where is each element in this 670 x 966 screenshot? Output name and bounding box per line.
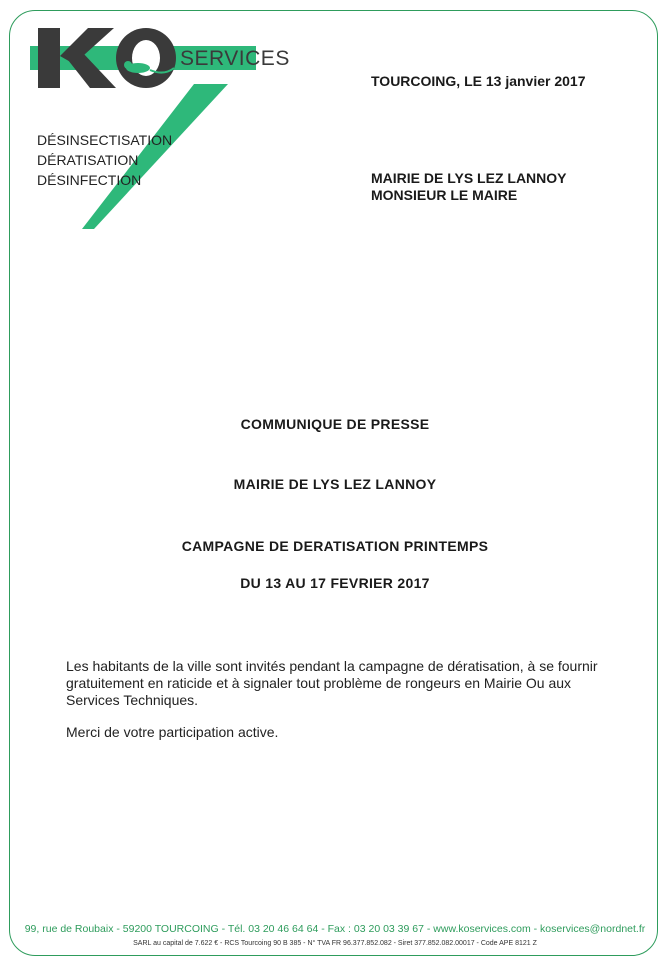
footer-contact: 99, rue de Roubaix - 59200 TOURCOING - Tél. 03 20 46 64 64 - Fax : 03 20 03 39 67 - www.koservices.com - koservices@nordnet.fr	[24, 923, 646, 935]
activities-list	[37, 130, 172, 190]
heading-mairie: MAIRIE DE LYS LEZ LANNOY	[233, 476, 437, 492]
activity-item: DÉRATISATION	[37, 152, 139, 168]
body-paragraph: Merci de votre participation active.	[66, 724, 279, 740]
activity-item: DÉSINSECTISATION	[37, 132, 173, 148]
body-paragraph: Les habitants de la ville sont invités pendant la campagne de dératisation, à se fournir gratuitement en raticide et à signaler tout problème de rongeurs en Mairie Ou aux Services Techniques.	[66, 658, 598, 708]
place-date: TOURCOING, LE 13 janvier 2017	[371, 73, 586, 89]
activity-item: DÉSINFECTION	[37, 172, 142, 188]
recipient-block	[371, 170, 567, 204]
recipient-line: MONSIEUR LE MAIRE	[371, 187, 518, 203]
heading-campagne: CAMPAGNE DE DERATISATION PRINTEMPS	[181, 538, 489, 554]
logo-services-text: SERVICES	[180, 47, 290, 70]
body-text	[66, 658, 626, 756]
recipient-line: MAIRIE DE LYS LEZ LANNOY	[371, 170, 567, 186]
heading-dates: DU 13 AU 17 FEVRIER 2017	[240, 575, 430, 591]
footer-legal: SARL au capital de 7.622 € - RCS Tourcoing 90 B 385 - N° TVA FR 96.377.852.082 - Siret 377.852.082.00017 - Code APE 8121 Z	[133, 940, 537, 947]
heading-communique: COMMUNIQUE DE PRESSE	[240, 416, 430, 432]
